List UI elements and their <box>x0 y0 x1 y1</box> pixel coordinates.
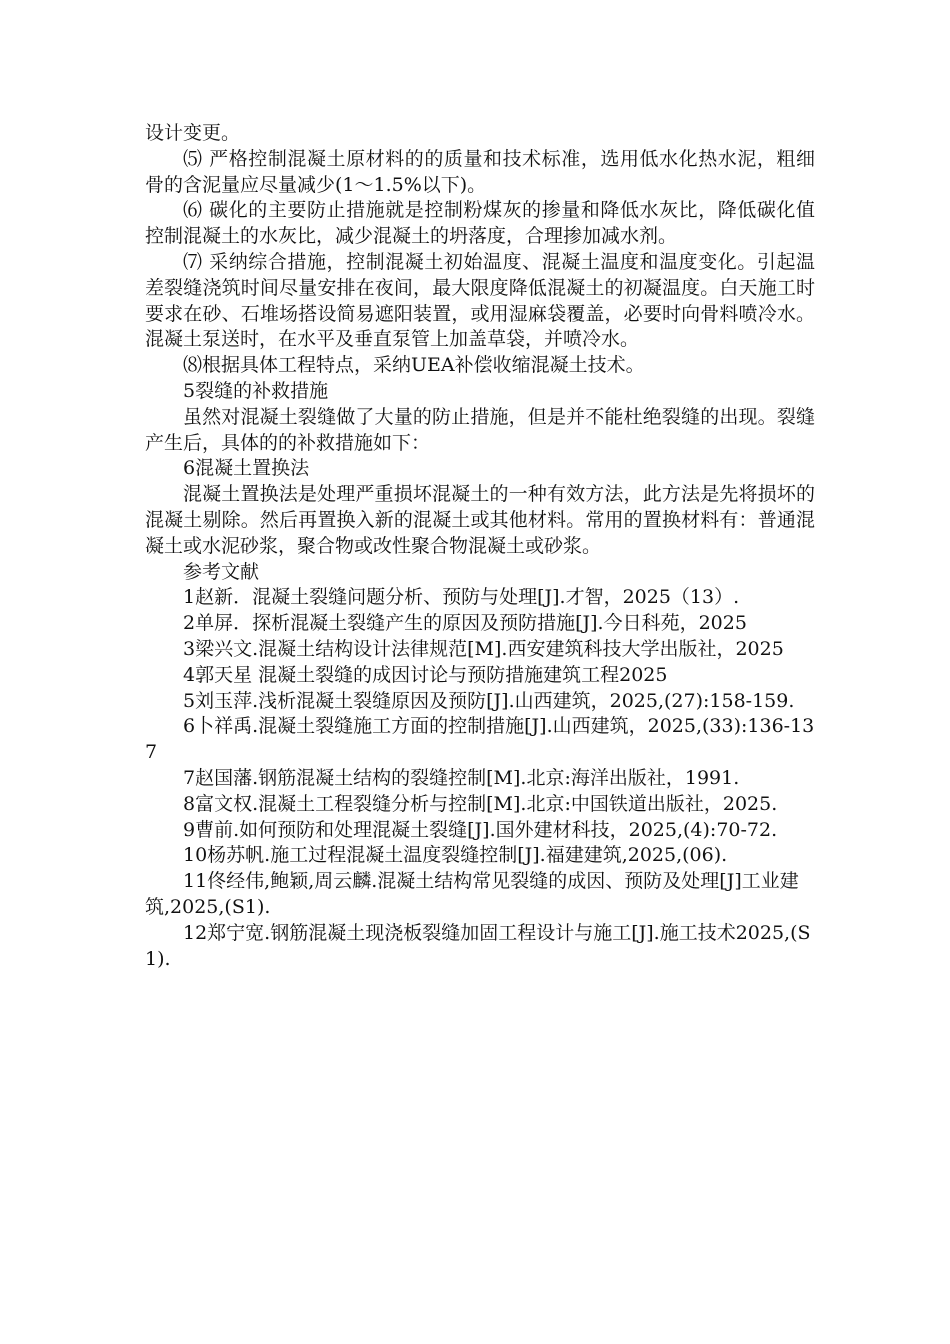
reference-item: 4郭天星 混凝土裂缝的成因讨论与预防措施建筑工程2025 <box>183 663 668 686</box>
references-list <box>145 585 815 972</box>
section-5-paragraph: 虽然对混凝土裂缝做了大量的防止措施，但是并不能杜绝裂缝的出现。裂缝产生后，具体的的补救措施如下： <box>145 405 815 454</box>
measure-5-paragraph: ⑸ 严格控制混凝土原材料的的质量和技术标准，选用低水化热水泥，粗细骨的含泥量应尽量减少(1～1.5%以下)。 <box>145 147 815 196</box>
reference-item: 7赵国藩.钢筋混凝土结构的裂缝控制[M].北京:海洋出版社，1991. <box>183 766 740 789</box>
section-6-heading: 6混凝土置换法 <box>183 457 310 480</box>
reference-item: 11佟经伟,鲍颖,周云麟.混凝土结构常见裂缝的成因、预防及处理[J]工业建筑,2025,(S1). <box>145 870 799 918</box>
measure-7-paragraph: ⑺ 采纳综合措施，控制混凝土初始温度、混凝土温度和温度变化。引起温差裂缝浇筑时间尽量安排在夜间，最大限度降低混凝土的初凝温度。白天施工时要求在砂、石堆场搭设简易遮阳装置，或用湿麻袋覆盖，必要时向骨料喷冷水。混凝土泵送时，在水平及垂直泵管上加盖草袋，并喷冷水。 <box>145 250 815 351</box>
reference-item: 12郑宁宽.钢筋混凝土现浇板裂缝加固工程设计与施工[J].施工技术2025,(S1). <box>145 921 811 970</box>
reference-item: 9曹前.如何预防和处理混凝土裂缝[J].国外建材科技，2025,(4):70-72. <box>183 818 778 841</box>
references-heading: 参考文献 <box>183 560 260 583</box>
section-5-heading: 5裂缝的补救措施 <box>183 379 329 402</box>
measure-6-paragraph: ⑹ 碳化的主要防止措施就是控制粉煤灰的掺量和降低水灰比，降低碳化值控制混凝土的水灰比，减少混凝土的坍落度，合理掺加减水剂。 <box>145 199 815 248</box>
section-6-paragraph: 混凝土置换法是处理严重损坏混凝土的一种有效方法，此方法是先将损坏的混凝土剔除。然后再置换入新的混凝土或其他材料。常用的置换材料有：普通混凝土或水泥砂浆，聚合物或改性聚合物混凝土或砂浆。 <box>145 483 815 557</box>
reference-item: 8富文权.混凝土工程裂缝分析与控制[M].北京:中国铁道出版社，2025. <box>183 792 778 815</box>
measure-8-paragraph: ⑻根据具体工程特点，采纳UEA补偿收缩混凝土技术。 <box>183 354 645 377</box>
reference-item: 2单屏．探析混凝土裂缝产生的原因及预防措施[J].今日科苑，2025 <box>183 612 747 635</box>
reference-item: 1赵新．混凝土裂缝问题分析、预防与处理[J].才智，2025（13）. <box>183 586 740 609</box>
intro-tail-paragraph: 设计变更。 <box>145 122 241 144</box>
document-page <box>145 121 815 972</box>
reference-item: 10杨苏帆.施工过程混凝土温度裂缝控制[J].福建建筑,2025,(06). <box>183 844 728 867</box>
reference-item: 5刘玉萍.浅析混凝土裂缝原因及预防[J].山西建筑，2025,(27):158-159. <box>183 689 795 712</box>
reference-item: 3梁兴文.混凝土结构设计法律规范[M].西安建筑科技大学出版社，2025 <box>183 637 784 660</box>
reference-item: 6卜祥禹.混凝土裂缝施工方面的控制措施[J].山西建筑，2025,(33):136-137 <box>145 715 815 764</box>
